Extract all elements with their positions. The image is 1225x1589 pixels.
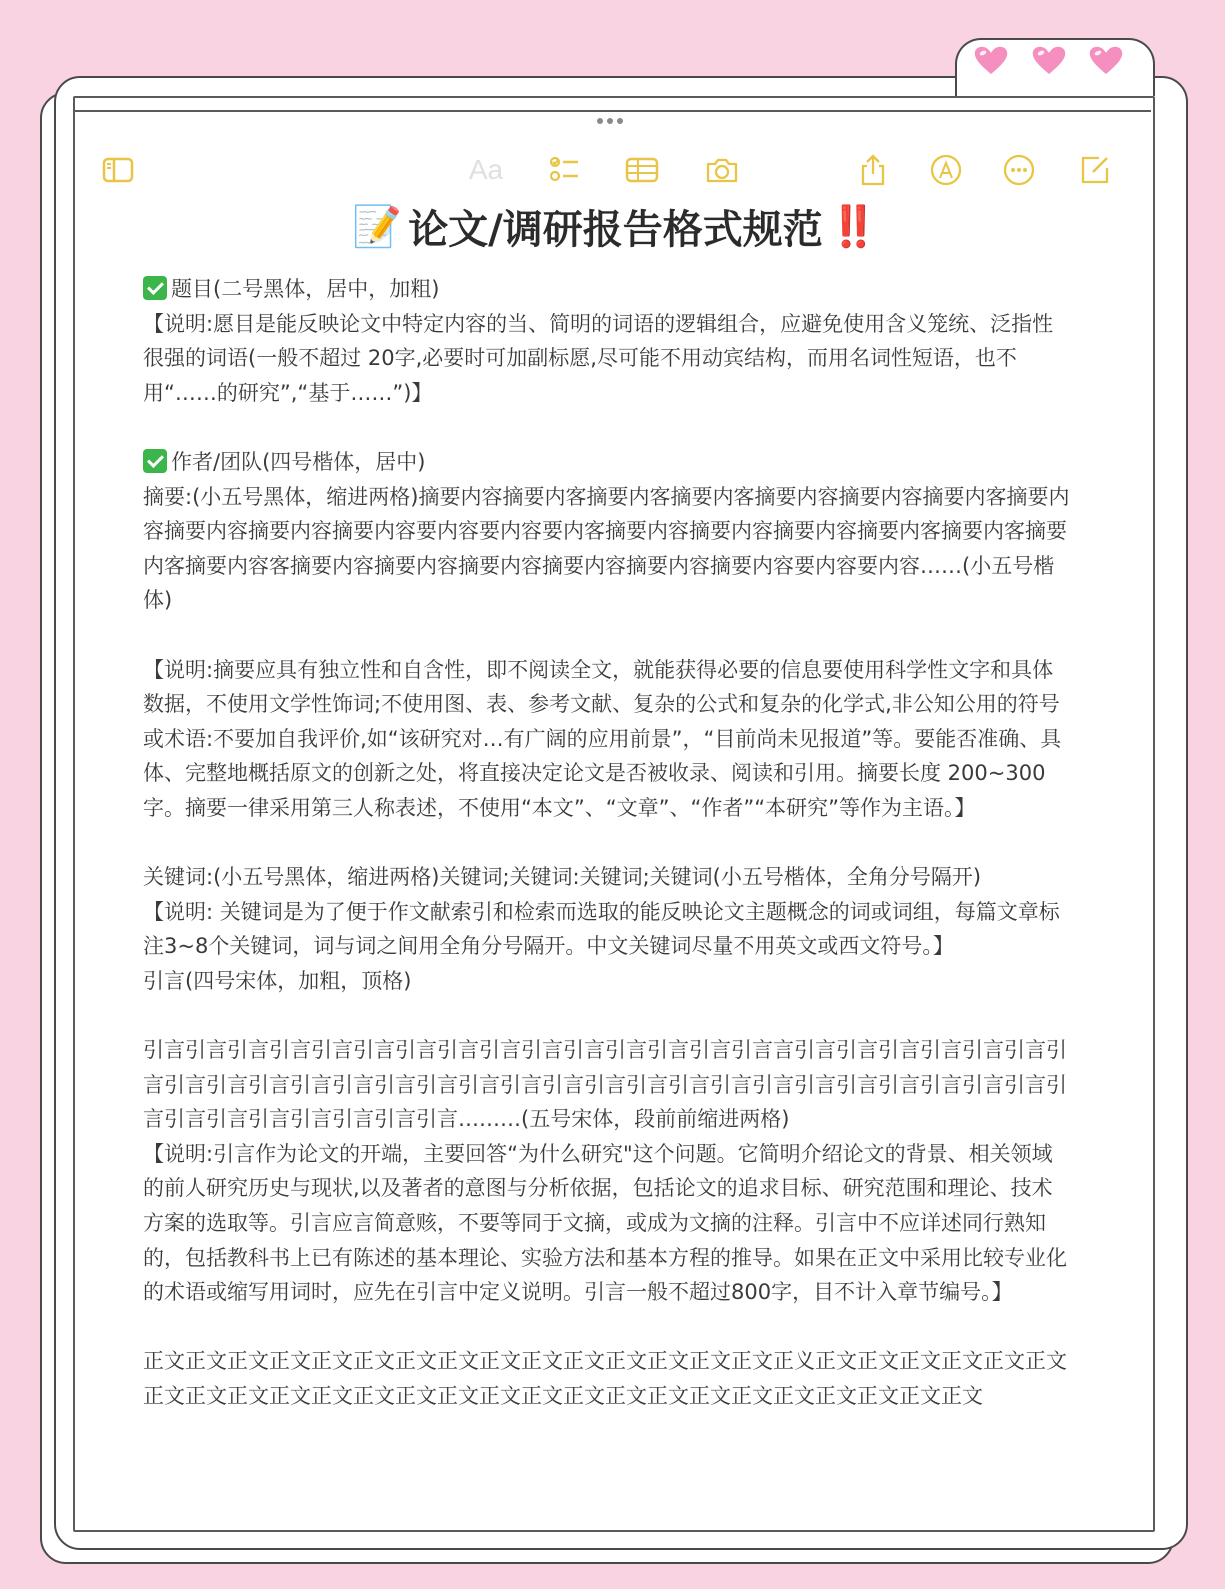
paragraph-text: 关键词:(小五号黑体，缩进两格)关键词;关键词:关键词;关键词(小五号楷体，全角分号隔开) — [143, 865, 982, 890]
paragraph — [143, 653, 1073, 826]
section-heading — [143, 272, 1073, 307]
more-icon[interactable] — [999, 150, 1039, 190]
compose-icon[interactable] — [1075, 150, 1115, 190]
heart-icon — [1031, 45, 1067, 77]
blank-line — [143, 826, 1073, 861]
paragraph — [143, 895, 1073, 964]
format-icon[interactable]: Aa — [468, 154, 504, 185]
note-body[interactable] — [143, 272, 1073, 1414]
paragraph — [143, 1344, 1073, 1413]
note-title — [0, 198, 1225, 254]
check-mark-icon — [143, 449, 167, 473]
blank-line — [143, 1310, 1073, 1345]
heart-icon — [1088, 45, 1124, 77]
section-heading — [143, 445, 1073, 480]
paragraph-text: 【说明:愿目是能反映论文中特定内容的当、简明的词语的逻辑组合，应避免使用含义笼统、泛指性很强的词语(一般不超过 20字,必要时可加副标愿,尽可能不用动宾结构，而用名词性短语，也不用“……的研究”,“基于……”)】 — [143, 311, 1054, 405]
sidebar-icon[interactable] — [98, 150, 138, 190]
paragraph — [143, 964, 1073, 999]
table-icon[interactable] — [622, 150, 662, 190]
status-bar — [73, 96, 1151, 112]
checklist-icon[interactable] — [544, 150, 584, 190]
memo-icon: 📝 — [352, 203, 403, 250]
check-mark-icon — [143, 276, 167, 300]
paragraph-text: 引言(四号宋体，加粗，顶格) — [143, 968, 412, 993]
blank-line — [143, 998, 1073, 1033]
title-text: 论文/调研报告格式规范 — [408, 206, 823, 253]
heart-icon — [973, 45, 1009, 77]
paragraph-text: 作者/团队(四号楷体，居中) — [171, 449, 426, 474]
paragraph — [143, 860, 1073, 895]
paragraph-text: 【说明:摘要应具有独立性和自含性，即不阅读全文，就能获得必要的信息要使用科学性文字和具体数据，不使用文学性饰词;不使用图、表、参考文献、复杂的公式和复杂的化学式,非公知公用的符号或术语:不要加自我评价,如“该研究对…有广阔的应用前景”，“目前尚未见报道”等。要能否准确、具体、完整地概括原文的创新之处，将直接决定论文是否被收录、阅读和引用。摘要长度 200~300字。摘要一律采用第三人称表述，不使用“本文”、“文章”、“作者”“本研究”等作为主语。】 — [143, 657, 1062, 820]
share-icon[interactable] — [853, 150, 893, 190]
markup-icon[interactable] — [926, 150, 966, 190]
paragraph-text: 正文正文正文正文正文正文正文正文正文正文正文正文正文正文正文正义正文正文正文正文正文正文正文正文正文正文正文正文正文正文正文正文正文正文正文正文正文正文正文正文正文正文 — [143, 1349, 1067, 1408]
double-exclamation-icon: ‼️ — [828, 203, 873, 250]
camera-icon[interactable] — [702, 150, 742, 190]
paragraph — [143, 480, 1073, 618]
paragraph-text: 题目(二号黑体，居中，加粗) — [171, 277, 440, 301]
paragraph — [143, 1137, 1073, 1310]
blank-line — [143, 618, 1073, 653]
paragraph-text: 引言引言引言引言引言引言引言引言引言引言引言引言引言引言引言言引言引言引言引言引言引言引言引言引言引言引言引言引言引言引言引言引言引言引言引言引言引言引言引言引言引言引言引言引言引言引言引言引言引言引言引言………(五号宋体，段前前缩进两格) — [143, 1038, 1067, 1132]
paragraph — [143, 1033, 1073, 1137]
paragraph-text: 【说明: 关键词是为了便于作文献索引和检索而选取的能反映论文主题概念的词或词组，每篇文章标注3~8个关键词，词与词之间用全角分号隔开。中文关键词尽量不用英文或西文符号。】 — [143, 899, 1060, 959]
blank-line — [143, 410, 1073, 445]
paragraph — [143, 307, 1073, 411]
paragraph-text: 【说明:引言作为论文的开端，主要回答“为什么研究"这个问题。它简明介绍论文的背景、相关领域的前人研究历史与现状,以及著者的意图与分析依据，包括论文的追求目标、研究范围和理论、技术方案的选取等。引言应言简意赅，不要等同于文摘，或成为文摘的注释。引言中不应详述同行熟知的，包括教科书上已有陈述的基本理论、实验方法和基本方程的推导。如果在正文中采用比较专业化的术语或缩写用词时，应先在引言中定义说明。引言一般不超过800字，目不计入章节编号。】 — [143, 1141, 1067, 1305]
paragraph-text: 摘要:(小五号黑体，缩进两格)摘要内容摘要内客摘要内客摘要内客摘要内容摘要内容摘要内客摘要内容摘要内容摘要内容摘要内容要内容要内容要内客摘要内容摘要内容摘要内容摘要内客摘要内客摘要内客摘要内容客摘要内容摘要内容摘要内容摘要内容摘要内容摘要内容要内容要内容……(小五号楷体) — [143, 484, 1070, 613]
window-grabber[interactable] — [590, 118, 630, 128]
